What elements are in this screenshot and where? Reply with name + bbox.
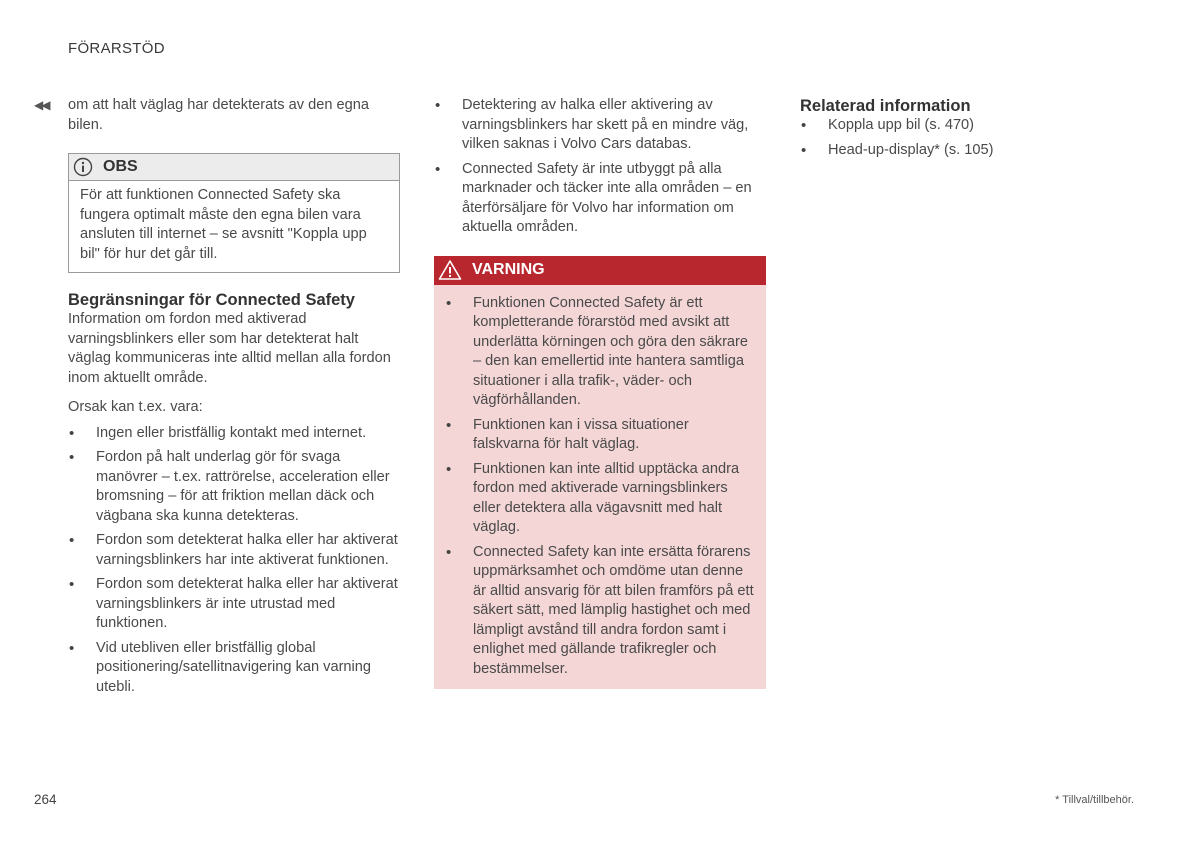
- column-middle: [434, 96, 766, 689]
- list-item: • Fordon på halt underlag gör för svaga manövrer – t.ex. rattrörelse, acceleration eller bromsning – för att friktion mellan däck och vägbana ska kunna detekteras.: [68, 448, 400, 526]
- warning-list: [445, 294, 754, 680]
- list-item: • Funktionen kan i vissa situationer falskvarna för halt väglag.: [445, 416, 754, 455]
- warning-triangle-icon: [438, 259, 462, 281]
- list-item: • Fordon som detekterat halka eller har aktiverat varningsblinkers har inte aktiverat funktionen.: [68, 531, 400, 570]
- double-chevron-left-icon: ◀◀: [34, 98, 49, 112]
- reasons-list: [68, 424, 400, 698]
- list-item: • Ingen eller bristfällig kontakt med internet.: [68, 424, 400, 444]
- column-left: [34, 96, 400, 697]
- intro-paragraph: om att halt väglag har detekterats av den egna bilen.: [68, 97, 369, 133]
- page-number: 264: [34, 792, 57, 807]
- warning-header: [434, 256, 766, 285]
- limitations-heading: Begränsningar för Connected Safety: [68, 291, 355, 309]
- list-item: • Connected Safety kan inte ersätta förarens uppmärksamhet och omdöme utan denne är alltid ansvarig för att bilen framförs på ett säkert sätt, med lämplig hastighet och med lämpligt avstånd till andra fordon samt i enlighet med gällande trafikregler och bestämmelser.: [445, 543, 754, 680]
- footnote: * Tillval/tillbehör.: [1055, 794, 1134, 806]
- list-item: • Connected Safety är inte utbyggt på alla marknader och täcker inte alla områden – en återförsäljare för Volvo har information om aktuella områden.: [434, 160, 766, 238]
- column-right: [800, 96, 1130, 160]
- warning-box: [434, 256, 766, 690]
- warning-title: VARNING: [472, 261, 545, 279]
- link-head-up-display[interactable]: • Head-up-display* (s. 105): [800, 141, 1130, 161]
- link-koppla-upp-bil[interactable]: • Koppla upp bil (s. 470): [800, 116, 1130, 136]
- related-info-heading: Relaterad information: [800, 97, 971, 115]
- related-links: [800, 116, 1130, 160]
- list-item: • Vid utebliven eller bristfällig global positionering/satellitnavigering kan varning utebli.: [68, 639, 400, 698]
- limitations-section: [68, 290, 400, 697]
- list-item: • Funktionen kan inte alltid upptäcka andra fordon med aktiverade varningsblinkers eller detektera alla vägavsnitt med halt väglag.: [445, 460, 754, 538]
- note-header: [69, 154, 399, 181]
- reasons-intro: Orsak kan t.ex. vara:: [68, 399, 203, 415]
- note-box: [68, 153, 400, 273]
- note-body: För att funktionen Connected Safety ska fungera optimalt måste den egna bilen vara ansluten till internet – se avsnitt "Koppla upp bil" för hur det går till.: [80, 187, 367, 262]
- note-title: OBS: [103, 158, 138, 176]
- section-header: FÖRARSTÖD: [68, 40, 165, 57]
- list-item: • Funktionen Connected Safety är ett kompletterande förarstöd med avsikt att underlätta körningen och göra den säkrare – den kan emellertid inte hantera samtliga situationer i alla trafik-, väder- och vägförhållanden.: [445, 294, 754, 411]
- warning-body: [434, 285, 766, 680]
- list-item: • Fordon som detekterat halka eller har aktiverat varningsblinkers är inte utrustad med funktionen.: [68, 575, 400, 634]
- list-item: • Detektering av halka eller aktivering av varningsblinkers har skett på en mindre väg, vilken saknas i Volvo Cars databas.: [434, 96, 766, 155]
- limitations-paragraph: Information om fordon med aktiverad varningsblinkers eller som har detekterat halt väglag kommuniceras inte alltid mellan alla fordon inom aktuellt område.: [68, 311, 391, 386]
- info-circle-icon: [73, 157, 93, 177]
- middle-list: [434, 96, 766, 238]
